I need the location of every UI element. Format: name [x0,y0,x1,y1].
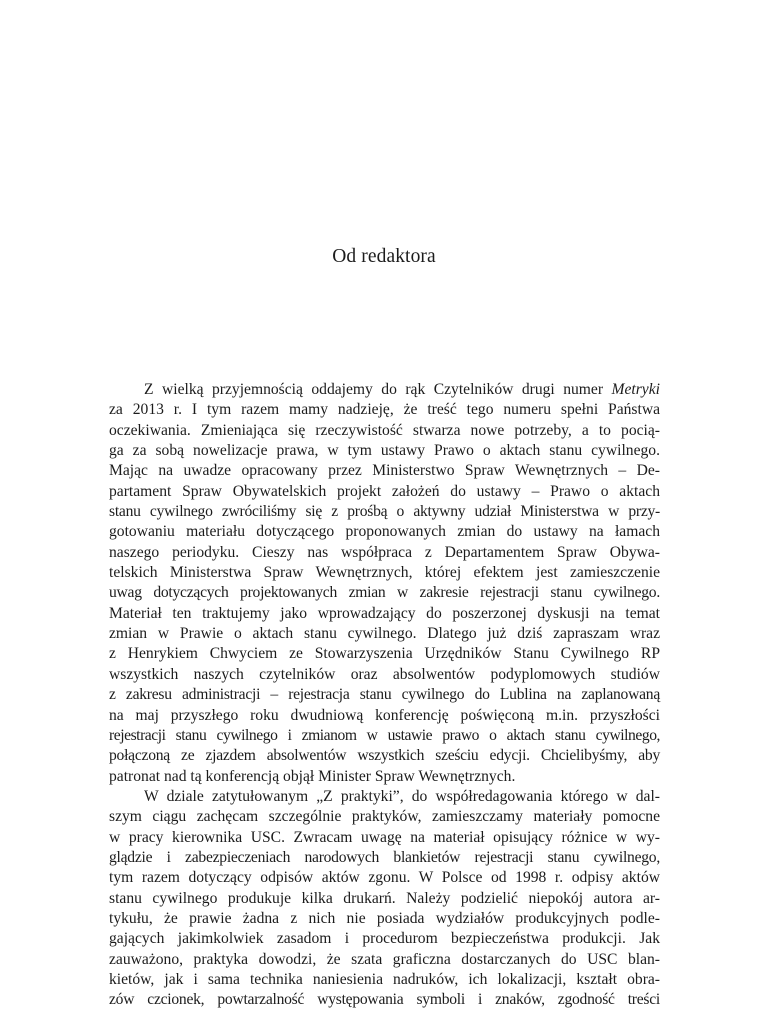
text-line: szym ciągu zachęcam szczególnie praktyków, zamieszczamy materiały pomocne [109,808,660,826]
text-line: stanu cywilnego zwróciliśmy się z prośbą o aktywny udział Ministerstwa w przy- [109,503,660,521]
text-line: stanu cywilnego produkuje kilka drukarń. Należy podzielić niepokój autora ar- [109,889,660,907]
text-run: Z wielką przyjemnością oddajemy do rąk Czytelników drugi numer [144,381,612,398]
text-line: Mając na uwadze opracowany przez Ministerstwo Spraw Wewnętrznych – De- [109,462,660,480]
text-line: z zakresu administracji – rejestracja stanu cywilnego do Lublina na zaplanowaną [109,686,660,704]
text-line: zów czcionek, powtarzalność występowania symboli i znaków, zgodność treści [109,991,660,1009]
text-line: za 2013 r. I tym razem mamy nadzieję, że treść tego numeru spełni Państwa [109,401,660,419]
text-line: naszego periodyku. Cieszy nas współpraca z Departamentem Spraw Obywa- [109,543,660,561]
text-line: z Henrykiem Chwyciem ze Stowarzyszenia Urzędników Stanu Cywilnego RP [109,645,660,663]
text-line: tykułu, że prawie żadna z nich nie posiada wydziałów produkcyjnych podle- [109,909,660,927]
text-line: W dziale zatytułowanym „Z praktyki”, do współredagowania którego w dal- [144,787,660,805]
text-line: gotowaniu materiału dotyczącego proponowanych zmian do ustawy na łamach [109,523,660,541]
text-line: wszystkich naszych czytelników oraz absolwentów podyplomowych studiów [109,665,660,683]
text-line: tym razem dotyczący odpisów aktów zgonu. W Polsce od 1998 r. odpisy aktów [109,869,660,887]
page-title: Od redaktora [332,246,436,267]
text-line: patronat nad tą konferencją objął Minister Spraw Wewnętrznych. [109,767,516,785]
text-line: telskich Ministerstwa Spraw Wewnętrznych, której efektem jest zamieszczenie [109,564,660,582]
text-line: połączoną ze zjazdem absolwentów wszystkich sześciu edycji. Chcielibyśmy, aby [109,747,660,765]
text-line: partament Spraw Obywatelskich projekt założeń do ustawy – Prawo o aktach [109,482,660,500]
text-line: zmian w Prawie o aktach stanu cywilnego. Dlatego już dziś zapraszam wraz [109,625,660,643]
text-line: Materiał ten traktujemy jako wprowadzający do poszerzonej dyskusji na temat [109,604,660,622]
text-line: zauważono, praktyka dowodzi, że szata graficzna dostarczanych do USC blan- [109,950,660,968]
text-line: kietów, jak i sama technika naniesienia nadruków, ich lokalizacji, kształt obra- [109,970,660,988]
text-line: uwag dotyczących projektowanych zmian w zakresie rejestracji stanu cywilnego. [109,584,660,602]
text-line: rejestracji stanu cywilnego i zmianom w ustawie prawo o aktach stanu cywilnego, [109,726,660,744]
text-line [109,380,660,400]
journal-title-italic: Metryki [611,381,660,398]
text-line: w pracy kierownika USC. Zwracam uwagę na materiał opisujący różnice w wy- [109,828,660,846]
body-text [109,380,660,1011]
text-line: gających jakimkolwiek zasadom i procedurom bezpieczeństwa produkcji. Jak [109,930,660,948]
text-line: oczekiwania. Zmieniająca się rzeczywistość stwarza nowe potrzeby, a to pocią- [109,421,660,439]
text-line: na maj przyszłego roku dwudniową konferencję poświęconą m.in. przyszłości [109,706,660,724]
text-line: glądzie i zabezpieczeniach narodowych blankietów rejestracji stanu cywilnego, [109,848,660,866]
text-line: ga za sobą nowelizacje prawa, w tym ustawy Prawo o aktach stanu cywilnego. [109,442,660,460]
